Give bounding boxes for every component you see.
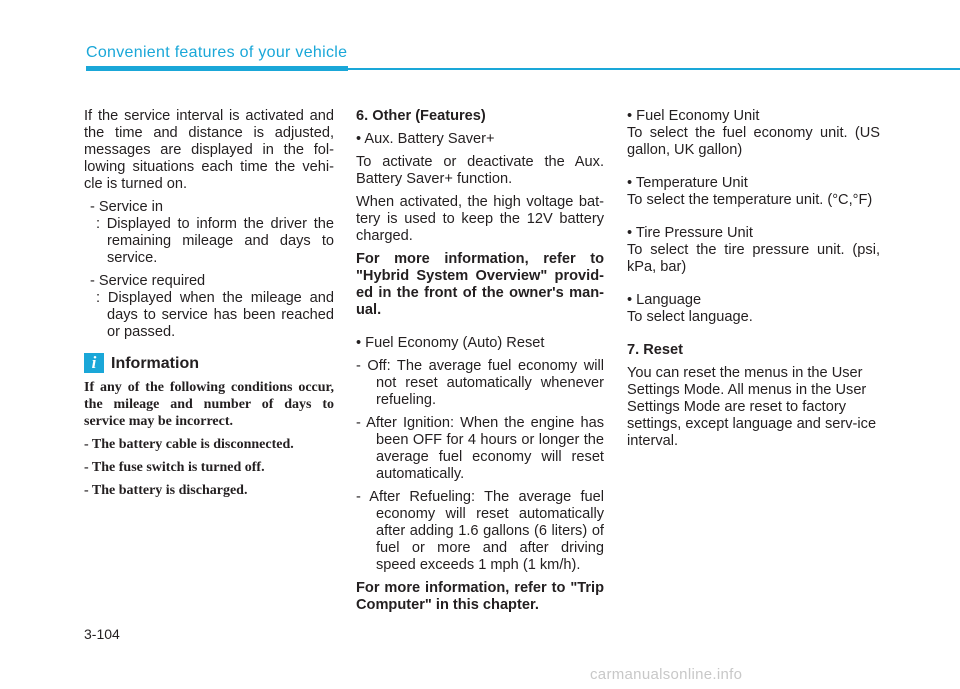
information-heading xyxy=(84,353,334,373)
information-item: - The battery is discharged. xyxy=(84,483,248,498)
column-middle xyxy=(356,108,604,620)
fuel-economy-unit-title: • Fuel Economy Unit xyxy=(627,108,760,124)
fuel-economy-unit-desc: To select the fuel economy unit. (US gallon, UK gallon) xyxy=(627,125,880,158)
information-item: - The battery cable is disconnected. xyxy=(84,437,294,452)
aux-battery-desc: To activate or deactivate the Aux. Battery Saver+ function. xyxy=(356,154,604,187)
section-title: Convenient features of your vehicle xyxy=(86,44,348,61)
temperature-unit-desc: To select the temperature unit. (°C,°F) xyxy=(627,192,873,208)
service-required-label: - Service required xyxy=(90,273,206,289)
column-left xyxy=(84,108,334,505)
language-title: • Language xyxy=(627,292,702,308)
service-in-desc: : Displayed to inform the driver the remaining mileage and days to service. xyxy=(96,216,334,266)
service-required-desc: : Displayed when the mileage and days to service has been reached or passed. xyxy=(96,290,334,340)
fuel-economy-reset-title: • Fuel Economy (Auto) Reset xyxy=(356,335,545,351)
column-right xyxy=(627,108,880,456)
fuel-reset-option: - Off: The average fuel economy will not reset automatically whenever refueling. xyxy=(356,358,604,408)
reset-heading: 7. Reset xyxy=(627,342,683,358)
page-number: 3-104 xyxy=(84,626,120,642)
temperature-unit-title: • Temperature Unit xyxy=(627,175,748,191)
intro-paragraph: If the service interval is activated and the time and distance is adjusted, messages are displayed in the fol-lowing situations each time the vehi-cle is turned on. xyxy=(84,108,334,192)
info-icon: i xyxy=(84,353,104,373)
tire-pressure-unit-title: • Tire Pressure Unit xyxy=(627,225,753,241)
language-desc: To select language. xyxy=(627,309,753,325)
service-in-label: - Service in xyxy=(90,199,163,215)
information-text: If any of the following conditions occur, the mileage and number of days to service may be incorrect. xyxy=(84,380,334,429)
other-features-heading: 6. Other (Features) xyxy=(356,108,486,124)
fuel-reset-option: - After Refueling: The average fuel economy will reset automatically after adding 1.6 gallons (6 liters) of fuel or more and after driving speed exceeds 1 mph (1 km/h). xyxy=(356,489,604,573)
header-rule xyxy=(348,68,960,70)
watermark: carmanualsonline.info xyxy=(590,666,743,683)
tire-pressure-unit-desc: To select the tire pressure unit. (psi, kPa, bar) xyxy=(627,242,880,275)
aux-battery-title: • Aux. Battery Saver+ xyxy=(356,131,495,147)
aux-battery-desc-2: When activated, the high voltage bat-tery is used to keep the 12V battery charged. xyxy=(356,194,604,244)
trip-computer-reference: For more information, refer to "Trip Computer" in this chapter. xyxy=(356,580,604,613)
header-accent-bar xyxy=(86,66,348,71)
hybrid-reference: For more information, refer to "Hybrid System Overview" provid-ed in the front of the owner's man-ual. xyxy=(356,251,604,318)
fuel-reset-option: - After Ignition: When the engine has been OFF for 4 hours or longer the average fuel economy will reset automatically. xyxy=(356,415,604,482)
reset-desc: You can reset the menus in the User Settings Mode. All menus in the User Settings Mode are reset to factory settings, except language and serv-ice interval. xyxy=(627,365,877,449)
information-title: Information xyxy=(111,354,199,372)
information-item: - The fuse switch is turned off. xyxy=(84,460,265,475)
